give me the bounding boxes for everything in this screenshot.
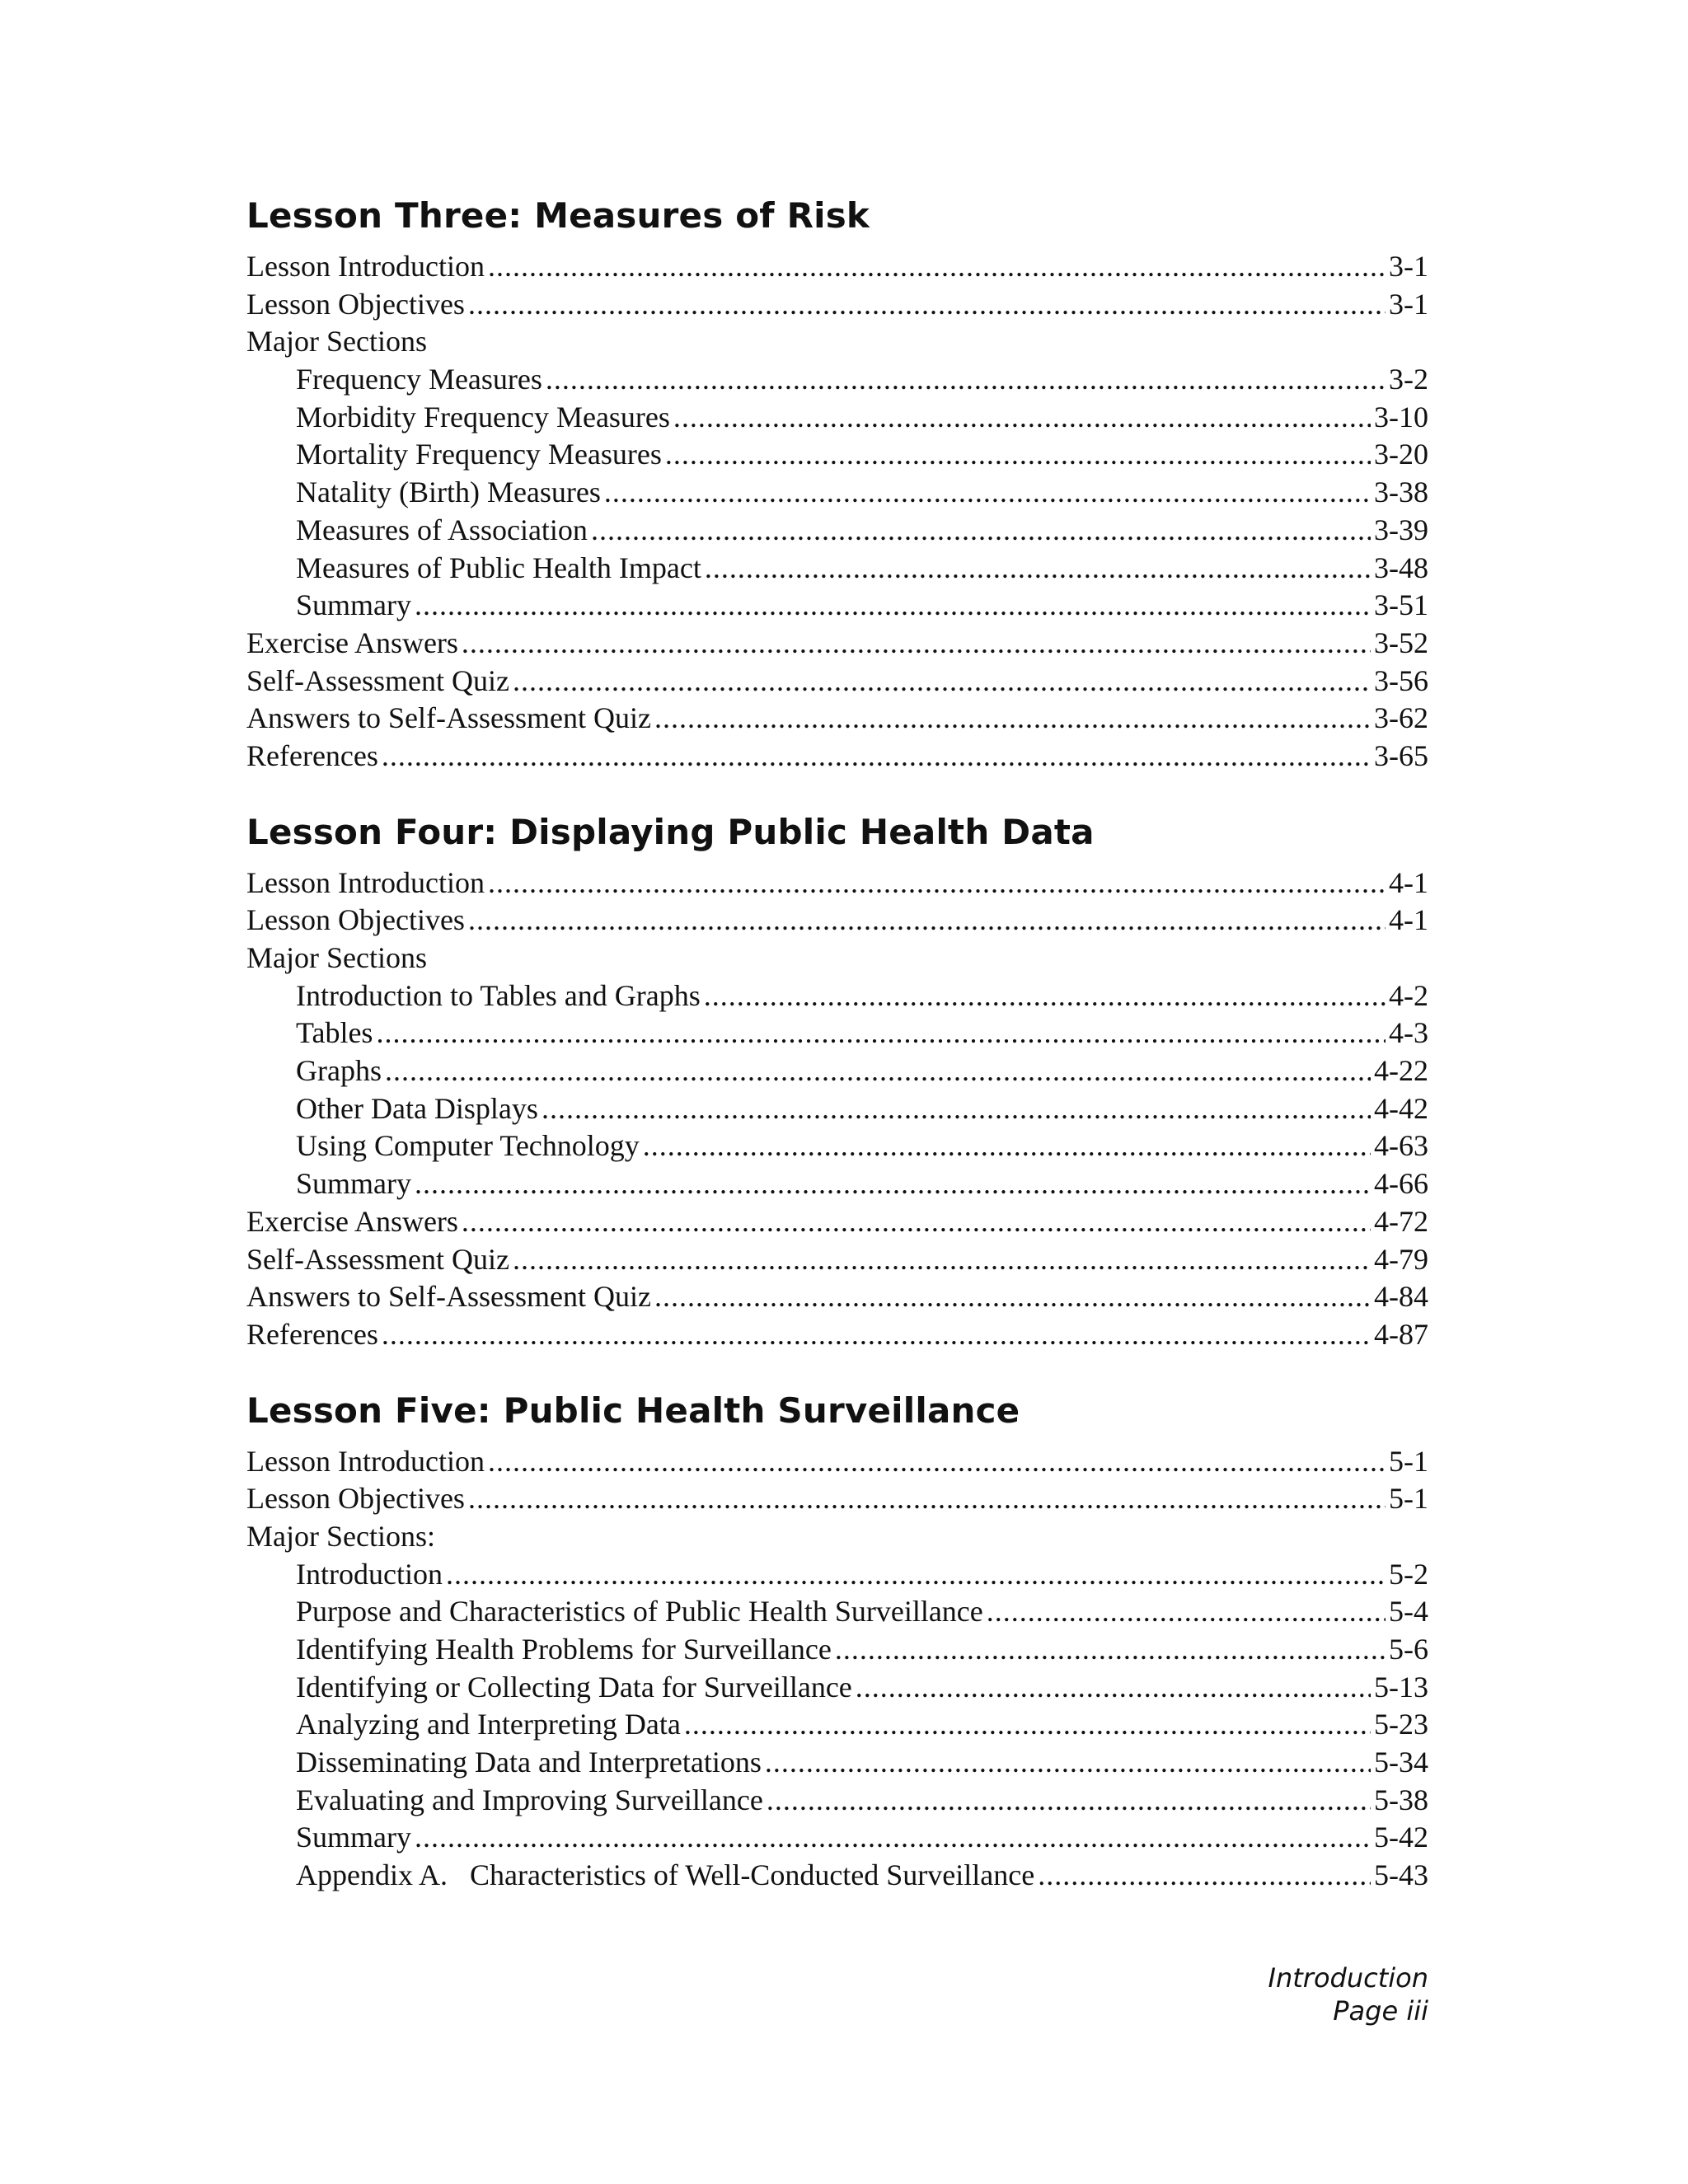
lesson-title: Lesson Four: Displaying Public Health Data <box>246 811 1095 852</box>
toc-entry-label: Lesson Introduction <box>246 250 485 283</box>
toc-entry-label: Natality (Birth) Measures <box>296 476 601 509</box>
toc-entry[interactable] <box>246 1015 1428 1052</box>
toc-list <box>246 865 1428 1354</box>
toc-entry-page: 3-65 <box>1374 738 1428 772</box>
toc-entry-label: Purpose and Characteristics of Public Health Surveillance <box>296 1595 983 1629</box>
toc-entry-label: Appendix A. Characteristics of Well-Conducted Surveillance <box>296 1858 1035 1892</box>
toc-entry[interactable] <box>246 361 1428 399</box>
lesson-title: Lesson Three: Measures of Risk <box>246 195 870 236</box>
toc-entry[interactable] <box>246 286 1428 324</box>
toc-entry-page: 3-38 <box>1374 476 1428 509</box>
toc-entry-label: Summary <box>296 1167 411 1201</box>
toc-entry-page: 3-1 <box>1389 287 1428 321</box>
toc-dot-leader <box>513 1241 1371 1279</box>
toc-entry-page: 5-2 <box>1389 1557 1428 1591</box>
toc-dot-leader <box>385 1052 1371 1090</box>
toc-entry-label: Lesson Objectives <box>246 903 465 937</box>
toc-entry-page: 4-42 <box>1374 1091 1428 1125</box>
toc-dot-leader <box>856 1669 1371 1707</box>
toc-entry[interactable] <box>246 550 1428 588</box>
toc-entry[interactable] <box>246 1669 1428 1707</box>
toc-entry-label: Graphs <box>296 1054 382 1088</box>
toc-entry[interactable] <box>246 865 1428 902</box>
toc-entry[interactable] <box>246 940 1428 977</box>
toc-entry[interactable] <box>246 1165 1428 1203</box>
toc-entry-page: 5-43 <box>1374 1858 1428 1892</box>
toc-dot-leader <box>513 663 1371 701</box>
toc-dot-leader <box>488 865 1386 902</box>
toc-dot-leader <box>382 1316 1371 1354</box>
toc-entry-label: Tables <box>296 1016 373 1050</box>
toc-entry-label: Summary <box>296 1821 411 1854</box>
footer-section-label: Introduction <box>1268 1962 1428 1994</box>
toc-entry-label: Major Sections <box>246 325 427 359</box>
lesson-title: Lesson Five: Public Health Surveillance <box>246 1390 1020 1431</box>
toc-entry-label: Major Sections <box>246 941 427 974</box>
toc-entry[interactable] <box>246 587 1428 625</box>
toc-dot-leader <box>488 1443 1386 1481</box>
toc-entry-label: Identifying Health Problems for Surveillance <box>296 1633 832 1666</box>
toc-entry[interactable] <box>246 1278 1428 1316</box>
toc-dot-leader <box>446 1556 1386 1594</box>
toc-entry-label: Analyzing and Interpreting Data <box>296 1708 681 1741</box>
toc-dot-leader <box>835 1631 1386 1669</box>
toc-entry-label: Introduction to Tables and Graphs <box>296 978 701 1012</box>
toc-entry-page: 4-72 <box>1374 1204 1428 1238</box>
toc-dot-leader <box>542 1090 1371 1128</box>
toc-entry[interactable] <box>246 1593 1428 1631</box>
toc-dot-leader <box>604 474 1371 512</box>
lesson-section <box>246 808 1428 1354</box>
toc-entry-label: Using Computer Technology <box>296 1129 640 1163</box>
toc-entry-page: 5-38 <box>1374 1783 1428 1816</box>
toc-entry-label: Answers to Self-Assessment Quiz <box>246 1280 651 1314</box>
toc-entry-label: Major Sections: <box>246 1519 435 1553</box>
toc-entry-page: 3-2 <box>1389 363 1428 396</box>
toc-list <box>246 248 1428 776</box>
toc-entry[interactable] <box>246 436 1428 474</box>
toc-dot-leader <box>462 1203 1371 1241</box>
toc-entry-page: 5-4 <box>1389 1595 1428 1629</box>
toc-entry-label: Other Data Displays <box>296 1091 538 1125</box>
page-footer <box>1268 1961 1428 2027</box>
toc-dot-leader <box>673 399 1371 437</box>
toc-entry-label: Introduction <box>296 1557 443 1591</box>
toc-entry-page: 4-22 <box>1374 1054 1428 1088</box>
toc-entry[interactable] <box>246 1706 1428 1744</box>
toc-dot-leader <box>468 1480 1386 1518</box>
toc-entry[interactable] <box>246 474 1428 512</box>
toc-dot-leader <box>987 1593 1386 1631</box>
toc-entry-page: 5-1 <box>1389 1482 1428 1516</box>
toc-entry-label: Measures of Public Health Impact <box>296 551 701 584</box>
toc-entry-label: References <box>246 1317 378 1351</box>
toc-dot-leader <box>415 1165 1371 1203</box>
toc-dot-leader <box>376 1015 1386 1052</box>
toc-entry-label: Mortality Frequency Measures <box>296 438 662 471</box>
toc-entry[interactable] <box>246 663 1428 701</box>
lesson-section <box>246 1387 1428 1895</box>
toc-entry-label: Self-Assessment Quiz <box>246 663 509 697</box>
toc-entry-page: 3-10 <box>1374 400 1428 434</box>
toc-entry[interactable] <box>246 1518 1428 1556</box>
toc-entry[interactable] <box>246 399 1428 437</box>
toc-entry-label: Summary <box>296 588 411 622</box>
toc-entry-page: 4-3 <box>1389 1016 1428 1050</box>
toc-entry-label: Lesson Introduction <box>246 1444 485 1478</box>
toc-entry-label: Evaluating and Improving Surveillance <box>296 1783 763 1816</box>
toc-entry-page: 4-1 <box>1389 865 1428 899</box>
toc-entry[interactable] <box>246 512 1428 550</box>
toc-entry[interactable] <box>246 1631 1428 1669</box>
toc-entry-page: 4-84 <box>1374 1280 1428 1314</box>
toc-dot-leader <box>591 512 1371 550</box>
toc-entry-page: 5-13 <box>1374 1670 1428 1704</box>
toc-entry-page: 5-23 <box>1374 1708 1428 1741</box>
toc-entry-label: Self-Assessment Quiz <box>246 1242 509 1276</box>
toc-dot-leader <box>765 1744 1371 1782</box>
toc-dot-leader <box>704 977 1386 1015</box>
toc-entry-label: Answers to Self-Assessment Quiz <box>246 701 651 735</box>
toc-entry-page: 4-2 <box>1389 978 1428 1012</box>
toc-entry-label: Exercise Answers <box>246 1204 458 1238</box>
toc-dot-leader <box>468 286 1386 324</box>
toc-dot-leader <box>488 248 1386 286</box>
toc-dot-leader <box>1038 1857 1371 1895</box>
toc-entry[interactable] <box>246 1127 1428 1165</box>
toc-entry[interactable] <box>246 1241 1428 1279</box>
toc-dot-leader <box>546 361 1386 399</box>
toc-entry-label: Exercise Answers <box>246 626 458 659</box>
toc-entry[interactable] <box>246 1090 1428 1128</box>
toc-entry-label: Frequency Measures <box>296 363 542 396</box>
toc-list <box>246 1443 1428 1895</box>
toc-dot-leader <box>415 587 1371 625</box>
toc-entry-page: 3-51 <box>1374 588 1428 622</box>
toc-entry-page: 5-34 <box>1374 1746 1428 1779</box>
toc-entry-label: Morbidity Frequency Measures <box>296 400 670 434</box>
toc-entry[interactable] <box>246 1782 1428 1820</box>
table-of-contents <box>246 192 1428 1928</box>
toc-dot-leader <box>654 700 1371 738</box>
toc-dot-leader <box>468 902 1386 940</box>
toc-entry[interactable] <box>246 902 1428 940</box>
toc-entry[interactable] <box>246 1052 1428 1090</box>
toc-dot-leader <box>654 1278 1371 1316</box>
toc-entry-page: 3-56 <box>1374 663 1428 697</box>
toc-dot-leader <box>643 1127 1371 1165</box>
toc-entry[interactable] <box>246 1203 1428 1241</box>
toc-entry-page: 5-42 <box>1374 1821 1428 1854</box>
toc-entry[interactable] <box>246 1819 1428 1857</box>
toc-entry-page: 4-66 <box>1374 1167 1428 1201</box>
toc-entry[interactable] <box>246 323 1428 361</box>
toc-dot-leader <box>462 625 1371 663</box>
toc-entry-page: 3-52 <box>1374 626 1428 659</box>
toc-entry[interactable] <box>246 977 1428 1015</box>
toc-entry-label: Identifying or Collecting Data for Surveillance <box>296 1670 852 1704</box>
toc-entry[interactable] <box>246 700 1428 738</box>
toc-entry-page: 3-20 <box>1374 438 1428 471</box>
toc-entry-page: 3-39 <box>1374 513 1428 546</box>
toc-dot-leader <box>382 738 1371 776</box>
toc-dot-leader <box>684 1706 1371 1744</box>
toc-entry-label: Lesson Objectives <box>246 287 465 321</box>
toc-entry-label: Disseminating Data and Interpretations <box>296 1746 762 1779</box>
toc-entry[interactable] <box>246 738 1428 776</box>
lesson-section <box>246 192 1428 776</box>
toc-entry-page: 5-6 <box>1389 1633 1428 1666</box>
toc-entry-label: Lesson Introduction <box>246 865 485 899</box>
toc-dot-leader <box>665 436 1371 474</box>
toc-dot-leader <box>767 1782 1371 1820</box>
toc-entry[interactable] <box>246 1556 1428 1594</box>
toc-entry[interactable] <box>246 1857 1428 1895</box>
toc-entry-page: 4-79 <box>1374 1242 1428 1276</box>
toc-entry-page: 3-62 <box>1374 701 1428 735</box>
toc-entry[interactable] <box>246 1316 1428 1354</box>
toc-entry-label: Lesson Objectives <box>246 1482 465 1516</box>
toc-entry[interactable] <box>246 1480 1428 1518</box>
toc-entry-page: 3-1 <box>1389 250 1428 283</box>
toc-entry[interactable] <box>246 1744 1428 1782</box>
toc-entry-page: 4-1 <box>1389 903 1428 937</box>
toc-entry-label: Measures of Association <box>296 513 588 546</box>
toc-entry-page: 3-48 <box>1374 551 1428 584</box>
toc-entry[interactable] <box>246 1443 1428 1481</box>
toc-entry-page: 4-63 <box>1374 1129 1428 1163</box>
toc-entry[interactable] <box>246 625 1428 663</box>
toc-dot-leader <box>705 550 1371 588</box>
toc-entry-page: 4-87 <box>1374 1317 1428 1351</box>
footer-page-number: Page iii <box>1333 1995 1428 2027</box>
toc-entry[interactable] <box>246 248 1428 286</box>
toc-entry-page: 5-1 <box>1389 1444 1428 1478</box>
toc-entry-label: References <box>246 738 378 772</box>
toc-dot-leader <box>415 1819 1371 1857</box>
